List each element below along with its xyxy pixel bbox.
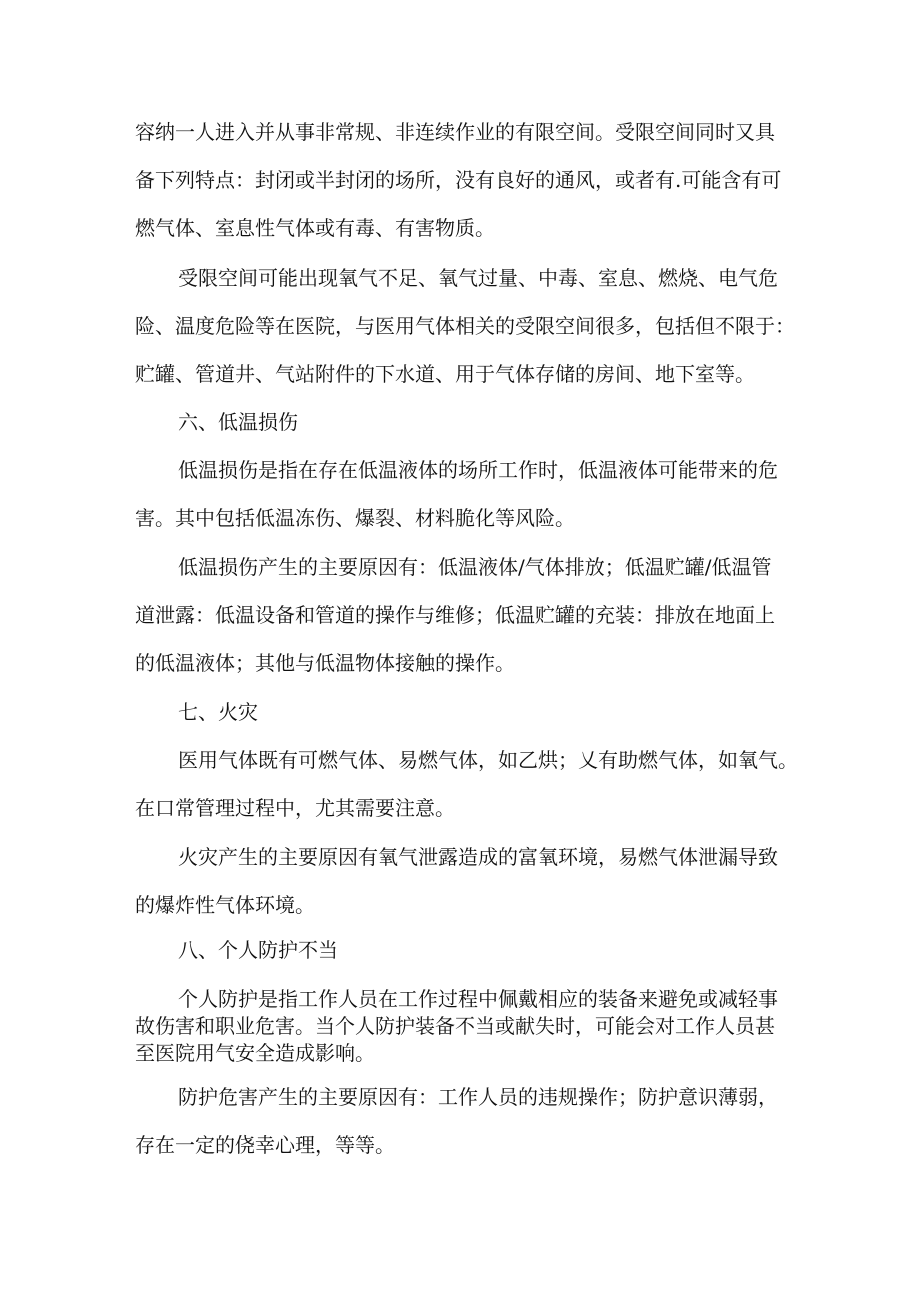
text-line-21: 至医院用气安全造成影响。 (135, 1041, 375, 1065)
text-line-16: 火灾产生的主要原因有氧气泄露造成的富氧环境，易燃气体泄漏导致 (178, 845, 778, 869)
text-line-11: 道泄露：低温设备和管道的操作与维修；低温贮罐的充装：排放在地面上 (135, 603, 775, 627)
text-line-5: 险、温度危险等在医院，与医用气体相关的受限空间很多，包括但不限于： (135, 314, 795, 338)
text-line-22: 防护危害产生的主要原因有：工作人员的违规操作；防护意识薄弱， (178, 1085, 778, 1109)
text-line-23: 存在一定的侥幸心理，等等。 (135, 1133, 395, 1157)
text-line-15: 在口常管理过程中，尤其需要注意。 (135, 796, 455, 820)
text-line-17: 的爆炸性气体环境。 (135, 893, 315, 917)
text-line-9: 害。其中包括低温冻伤、爆裂、材料脆化等风险。 (135, 506, 575, 530)
section-heading-8: 八、个人防护不当 (178, 938, 338, 962)
text-line-12: 的低温液体；其他与低温物体接触的操作。 (135, 651, 515, 675)
text-line-8: 低温损伤是指在存在低温液体的场所工作时，低温液体可能带来的危 (178, 458, 778, 482)
text-line-1: 容纳一人进入并从事非常规、非连续作业的有限空间。受限空间同时又具 (135, 120, 775, 144)
text-line-2: 备下列特点：封闭或半封闭的场所，没有良好的通风，或者有.可能含有可 (135, 168, 782, 192)
section-heading-6: 六、低温损伤 (178, 410, 298, 434)
text-line-19: 个人防护是指工作人员在工作过程中佩戴相应的装备来避免或减轻事 (178, 987, 778, 1011)
text-line-3: 燃气体、室息性气体或有毒、有害物质。 (135, 216, 495, 240)
text-line-6: 贮罐、管道井、气站附件的下水道、用于气体存储的房间、地下室等。 (135, 362, 755, 386)
text-line-4: 受限空间可能出现氧气不足、氧气过量、中毒、室息、燃烧、电气危 (178, 266, 778, 290)
section-heading-7: 七、火灾 (178, 700, 258, 724)
text-line-20: 故伤害和职业危害。当个人防护装备不当或献失时，可能会对工作人员甚 (135, 1014, 775, 1038)
text-line-10: 低温损伤产生的主要原因有：低温液体/气体排放；低温贮罐/低温管 (178, 555, 772, 579)
text-line-14: 医用气体既有可燃气体、易燃气体，如乙烘；乂有助燃气体，如氧气。 (178, 748, 798, 772)
